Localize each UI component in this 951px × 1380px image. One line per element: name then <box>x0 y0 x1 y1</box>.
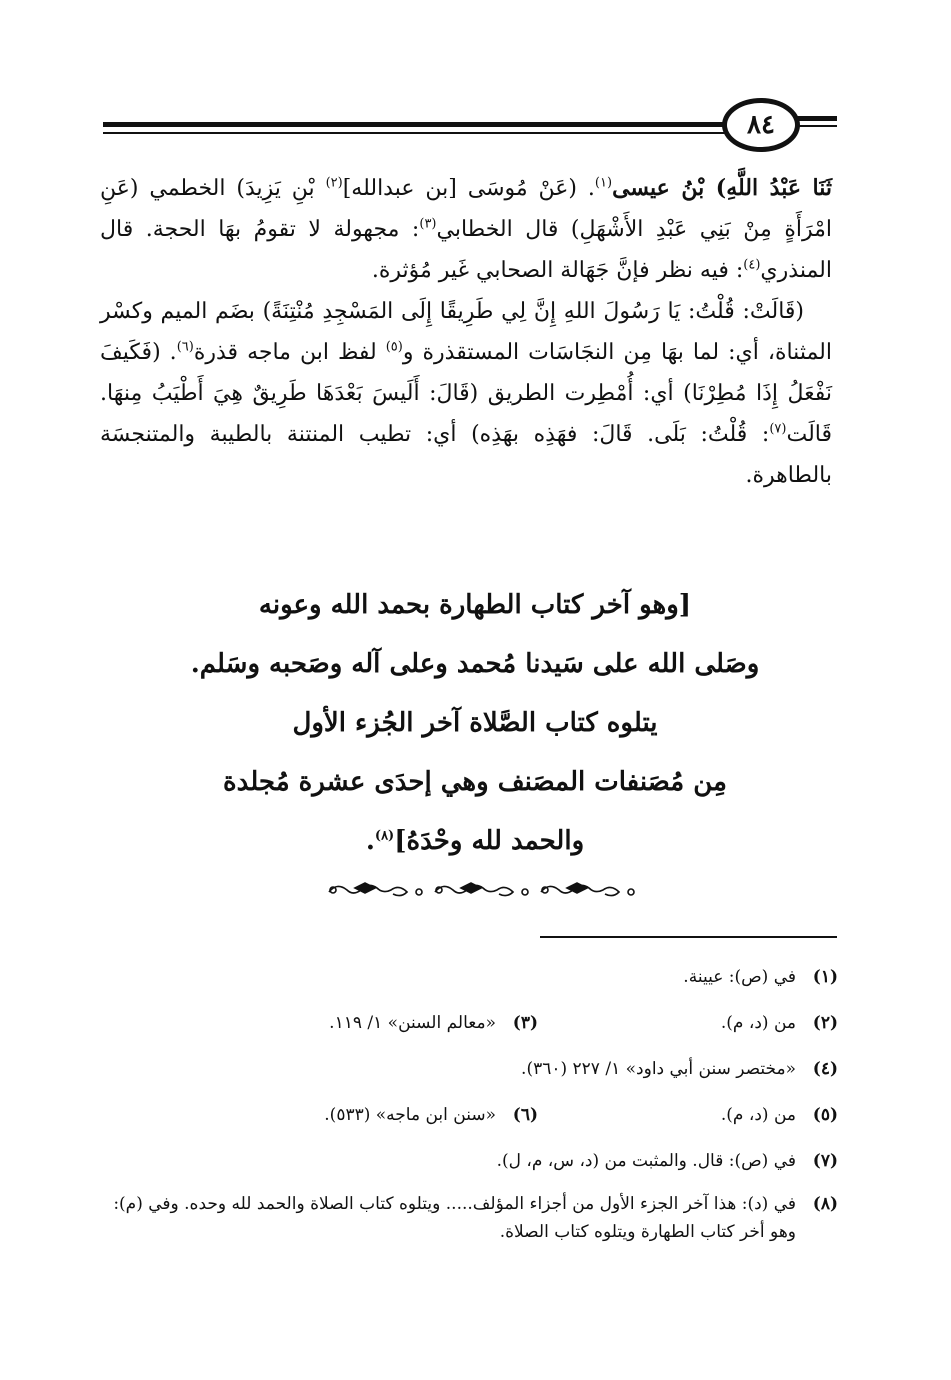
footnote-ref: (٨) <box>374 828 395 844</box>
paragraph <box>100 291 832 496</box>
hadith-text: ثَنَا عَبْدُ اللَّهِ) بْنُ عيسى <box>612 175 832 201</box>
colophon-line: مِن مُصَنفات المصَنف وهي إحدَى عشرة مُجلدة <box>223 767 727 797</box>
footnote-text: في (ص): قال. والمثبت من (د، س، م، ل). <box>496 1151 796 1171</box>
header-rule-right-thin <box>797 125 837 127</box>
colophon-end: . <box>365 826 375 856</box>
colophon-line: وصَلى الله على سَيدنا مُحمد وعلى آله وصَحبه وسَلم. <box>190 649 760 679</box>
footnote-separator <box>540 936 837 938</box>
colophon <box>130 576 820 871</box>
hadith-text: . (عَنْ مُوسَى [بن عبدالله] <box>342 176 595 201</box>
footnote-ref: (٥) <box>385 339 403 355</box>
colophon-line: [وهو آخر كتاب الطهارة بحمد الله وعونه <box>258 590 692 620</box>
commentary-text: : مجهولة لا تقومُ بهَا الحجة. قال المنذري <box>100 217 832 283</box>
footnote-ref: (٧) <box>769 421 787 437</box>
footnote-ref: (٦) <box>176 339 194 355</box>
page-header <box>0 0 951 160</box>
footnote-text: «مختصر سنن أبي داود» ١/ ٢٢٧ (٣٦٠). <box>521 1059 796 1079</box>
header-rule-thin <box>103 132 725 134</box>
hadith-text: (قَالَتْ: قُلْتُ: يَا رَسُولَ اللهِ إِنَّ لِي طَرِيقًا إِلَى المَسْجِدِ مُنْتِنَةً) بضَم الميم وكسْر المثناة، أي: لما بهَا مِن النجَاسَات المستقذرة و <box>100 299 832 365</box>
commentary-text: : قُلْتُ: بَلَى. قَالَ: فهَذِه بهَذِه) أي: تطيب المنتنة بالطيبة والمتنجسَة بالطاهرة. <box>100 422 832 488</box>
footnote-item <box>324 1100 538 1130</box>
footnote-item <box>329 1008 538 1038</box>
footnote-item <box>100 1190 838 1246</box>
footnote-number: (٥) <box>812 1105 838 1125</box>
footnote-ref: (١) <box>594 175 613 191</box>
footnote-number: (١) <box>812 967 838 987</box>
footnote-number: (٧) <box>812 1151 838 1171</box>
header-rule-right-thick <box>797 116 837 121</box>
footnote-item <box>497 1146 838 1176</box>
commentary-text: لفظ ابن ماجه قذرة <box>193 340 386 365</box>
footnote-number: (٨) <box>812 1194 838 1214</box>
footnote-text: «سنن ابن ماجه» (٥٣٣). <box>324 1105 496 1125</box>
footnote-text: في (د): هذا آخر الجزء الأول من أجزاء المؤلف..... ويتلوه كتاب الصلاة والحمد لله وحده. وفي (م): وهو أخر كتاب الطهارة ويتلوه كتاب الصلاة. <box>113 1194 796 1242</box>
commentary-text: بْنِ يَزِيدَ) الخطمي (عَنِ امْرَأَةٍ مِنْ بَنِي عَبْدِ الأَشْهَلِ) قال الخطابي <box>100 176 833 242</box>
footnote-ref: (٢) <box>325 175 343 191</box>
footnote-number: (٦) <box>512 1105 538 1125</box>
footnote-text: من (د، م). <box>720 1105 796 1125</box>
footnote-number: (٤) <box>812 1059 838 1079</box>
footnote-item <box>521 1054 838 1084</box>
colophon-line <box>130 812 820 871</box>
footnote-text: «معالم السنن» ١/ ١١٩. <box>329 1013 496 1033</box>
colophon-text: والحمد لله وحْدَهُ] <box>394 826 585 856</box>
body-text <box>100 168 832 496</box>
header-rule-thick <box>103 122 725 127</box>
ornament-divider-icon <box>325 878 635 904</box>
footnote-item <box>683 962 838 992</box>
footnote-item <box>721 1100 838 1130</box>
footnote-number: (٣) <box>512 1013 538 1033</box>
footnote-ref: (٤) <box>743 257 761 273</box>
footnote-text: في (ص): عيينة. <box>683 967 796 987</box>
footnote-ref: (٣) <box>419 216 437 232</box>
footnote-number: (٢) <box>812 1013 838 1033</box>
paragraph <box>100 168 832 291</box>
commentary-text: : فيه نظر فإنَّ جَهَالة الصحابي غَير مُؤثرة. <box>371 258 744 283</box>
colophon-line: يتلوه كتاب الصَّلاة آخر الجُزء الأول <box>292 708 658 738</box>
footnote-text: من (د، م). <box>720 1013 796 1033</box>
footnote-item <box>721 1008 838 1038</box>
page-number: ٨٤ <box>722 98 800 152</box>
hadith-text: . (فَكَيفَ نَفْعَلُ إِذَا مُطِرْنَا) أي: أُمْطِرت الطريق (قَالَ: أَلَيسَ بَعْدَهَا طَرِيقٌ هِيَ أَطْيَبُ مِنهَا. قَالَت <box>100 340 832 447</box>
